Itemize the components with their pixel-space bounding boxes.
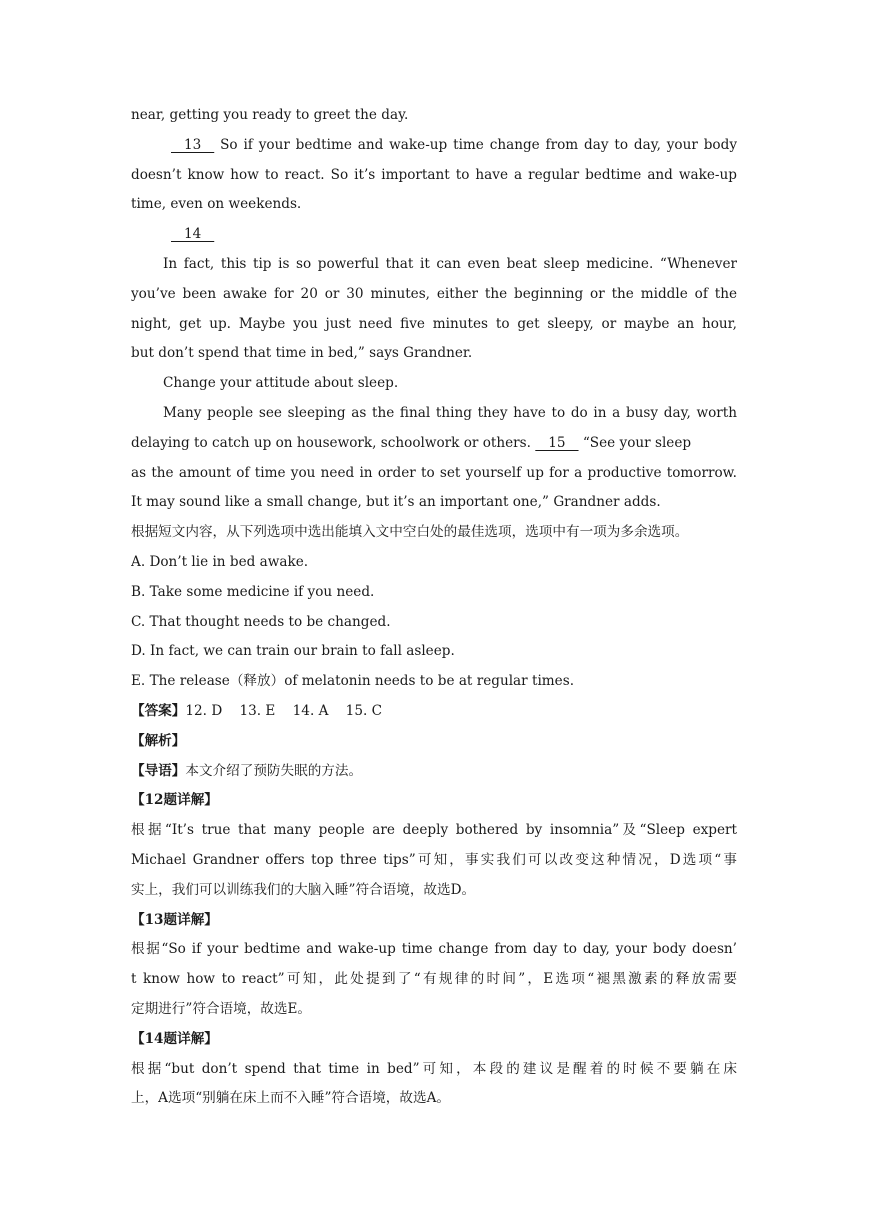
passage-line: night, get up. Maybe you just need five minutes to get sleepy, or maybe an hour, xyxy=(131,315,737,332)
intro-line xyxy=(131,757,737,787)
passage-text: “See your sleep xyxy=(578,434,692,451)
answer-label: 【答案】 xyxy=(131,702,186,719)
passage-text: delaying to catch up on housework, schoolwork or others. xyxy=(131,434,536,451)
passage-line: In fact, this tip is so powerful that it can even beat sleep medicine. “Whenever xyxy=(163,255,737,272)
q14-label: 【14题详解】 xyxy=(131,1030,218,1047)
q13-line: 根据“So if your bedtime and wake-up time change from day to day, your body doesn’ xyxy=(131,941,737,958)
blank-15: 15 xyxy=(535,434,579,451)
passage-line: you’ve been awake for 20 or 30 minutes, either the beginning or the middle of the xyxy=(131,285,737,302)
option-d: D. In fact, we can train our brain to fall asleep. xyxy=(131,643,455,660)
answer-line xyxy=(131,697,737,727)
passage-line: near, getting you ready to greet the day. xyxy=(131,107,409,123)
passage-line: time, even on weekends. xyxy=(131,196,302,213)
passage-line-blank-14 xyxy=(131,220,737,250)
option-b: B. Take some medicine if you need. xyxy=(131,583,375,600)
blank-14: 14 xyxy=(171,226,215,243)
q13-line: t know how to react”可知，此处提到了“有规律的时间”，E选项“褪黑激素的释放需要 xyxy=(131,971,737,988)
q12-line: 根据“It’s true that many people are deeply bothered by insomnia”及“Sleep expert xyxy=(131,822,737,839)
q14-line: 上，A选项“别躺在床上而不入睡”符合语境，故选A。 xyxy=(131,1090,451,1107)
q12-label: 【12题详解】 xyxy=(131,792,218,809)
passage-line: Many people see sleeping as the final thing they have to do in a busy day, worth xyxy=(163,404,737,421)
passage-line-blank-15 xyxy=(131,429,737,459)
blank-13: 13 xyxy=(171,136,215,153)
document-page xyxy=(131,101,737,1114)
q12-line: Michael Grandner offers top three tips”可知，事实我们可以改变这种情况，D选项“事 xyxy=(131,851,737,868)
q12-line: 实上，我们可以训练我们的大脑入睡”符合语境，故选D。 xyxy=(131,881,476,898)
answer-text: 12. D 13. E 14. A 15. C xyxy=(185,702,383,719)
passage-line-blank-13 xyxy=(131,131,737,161)
instruction: 根据短文内容，从下列选项中选出能填入文中空白处的最佳选项，选项中有一项为多余选项。 xyxy=(131,524,689,541)
passage-line: doesn’t know how to react. So it’s important to have a regular bedtime and wake-up xyxy=(131,166,737,183)
passage-text: So if your bedtime and wake-up time change from day to day, your body xyxy=(214,136,737,153)
intro-text: 本文介绍了预防失眠的方法。 xyxy=(185,762,363,779)
passage-heading: Change your attitude about sleep. xyxy=(163,375,399,392)
option-c: C. That thought needs to be changed. xyxy=(131,613,391,630)
q13-label: 【13题详解】 xyxy=(131,911,218,928)
analysis-label: 【解析】 xyxy=(131,732,186,749)
passage-line: as the amount of time you need in order to set yourself up for a productive tomorrow. xyxy=(131,464,737,481)
passage-line: It may sound like a small change, but it’s an important one,” Grandner adds. xyxy=(131,494,661,511)
q14-line: 根据“but don’t spend that time in bed”可知，本段的建议是醒着的时候不要躺在床 xyxy=(131,1060,737,1077)
option-a: A. Don’t lie in bed awake. xyxy=(131,553,309,570)
q13-line: 定期进行”符合语境，故选E。 xyxy=(131,1000,311,1017)
intro-label: 【导语】 xyxy=(131,762,186,779)
passage-line: but don’t spend that time in bed,” says Grandner. xyxy=(131,345,473,362)
option-e: E. The release（释放）of melatonin needs to be at regular times. xyxy=(131,673,575,690)
